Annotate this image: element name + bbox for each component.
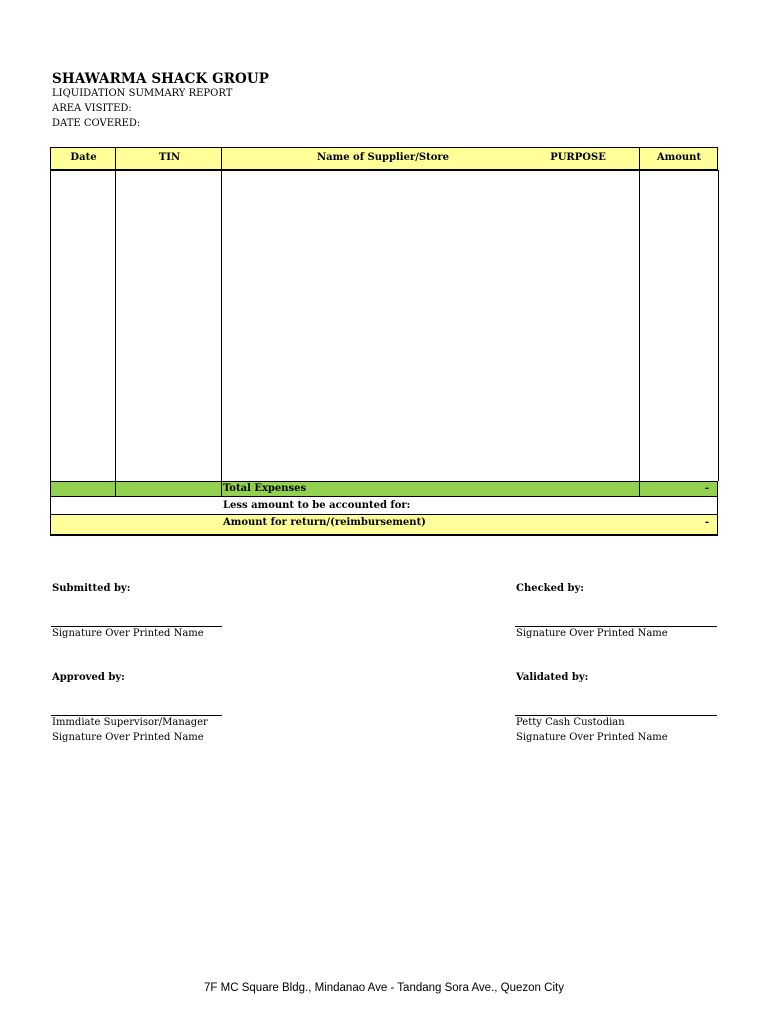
checked-signature-caption: Signature Over Printed Name: [516, 628, 668, 639]
checked-by-label: Checked by:: [516, 583, 584, 594]
column-divider: [221, 170, 222, 497]
submitted-by-label: Submitted by:: [52, 583, 131, 594]
header-divider: [639, 147, 640, 170]
area-visited-label: AREA VISITED:: [52, 103, 132, 114]
column-divider: [115, 170, 116, 497]
company-name: SHAWARMA SHACK GROUP: [52, 71, 270, 87]
column-divider: [639, 481, 640, 497]
custodian-caption: Petty Cash Custodian: [516, 717, 625, 728]
date-covered-label: DATE COVERED:: [52, 118, 141, 129]
submitted-signature-caption: Signature Over Printed Name: [52, 628, 204, 639]
approved-signature-caption: Signature Over Printed Name: [52, 732, 204, 743]
approved-signature-line: [51, 715, 222, 716]
column-divider: [115, 481, 116, 497]
amount-return-label: Amount for return/(reimbursement): [223, 517, 426, 528]
approved-by-label: Approved by:: [52, 672, 125, 683]
amount-return-value: -: [704, 517, 709, 528]
submitted-signature-line: [51, 626, 222, 627]
validated-signature-caption: Signature Over Printed Name: [516, 732, 668, 743]
table-header-row: [50, 147, 718, 171]
liquidation-table: [50, 147, 718, 538]
total-expenses-label: Total Expenses: [223, 483, 307, 494]
validated-by-label: Validated by:: [516, 672, 589, 683]
col-supplier-header: Name of Supplier/Store: [317, 152, 449, 163]
validated-signature-line: [515, 715, 717, 716]
col-amount-header: Amount: [656, 152, 702, 163]
footer-address: 7F MC Square Bldg., Mindanao Ave - Tandang Sora Ave., Quezon City: [204, 982, 564, 994]
amount-return-row: [50, 515, 718, 536]
total-expenses-value: -: [704, 483, 709, 494]
supervisor-caption: Immdiate Supervisor/Manager: [52, 717, 208, 728]
less-amount-row: [50, 497, 718, 515]
header-divider: [115, 147, 116, 170]
less-amount-label: Less amount to be accounted for:: [223, 500, 411, 511]
total-expenses-row: [50, 481, 718, 497]
col-tin-header: TIN: [158, 152, 181, 163]
col-purpose-header: PURPOSE: [550, 152, 606, 163]
column-divider: [639, 170, 640, 497]
column-divider: [221, 481, 222, 497]
report-title: LIQUIDATION SUMMARY REPORT: [52, 88, 233, 99]
checked-signature-line: [515, 626, 717, 627]
col-date-header: Date: [70, 152, 97, 163]
header-divider: [221, 147, 222, 170]
table-body: [50, 170, 719, 481]
